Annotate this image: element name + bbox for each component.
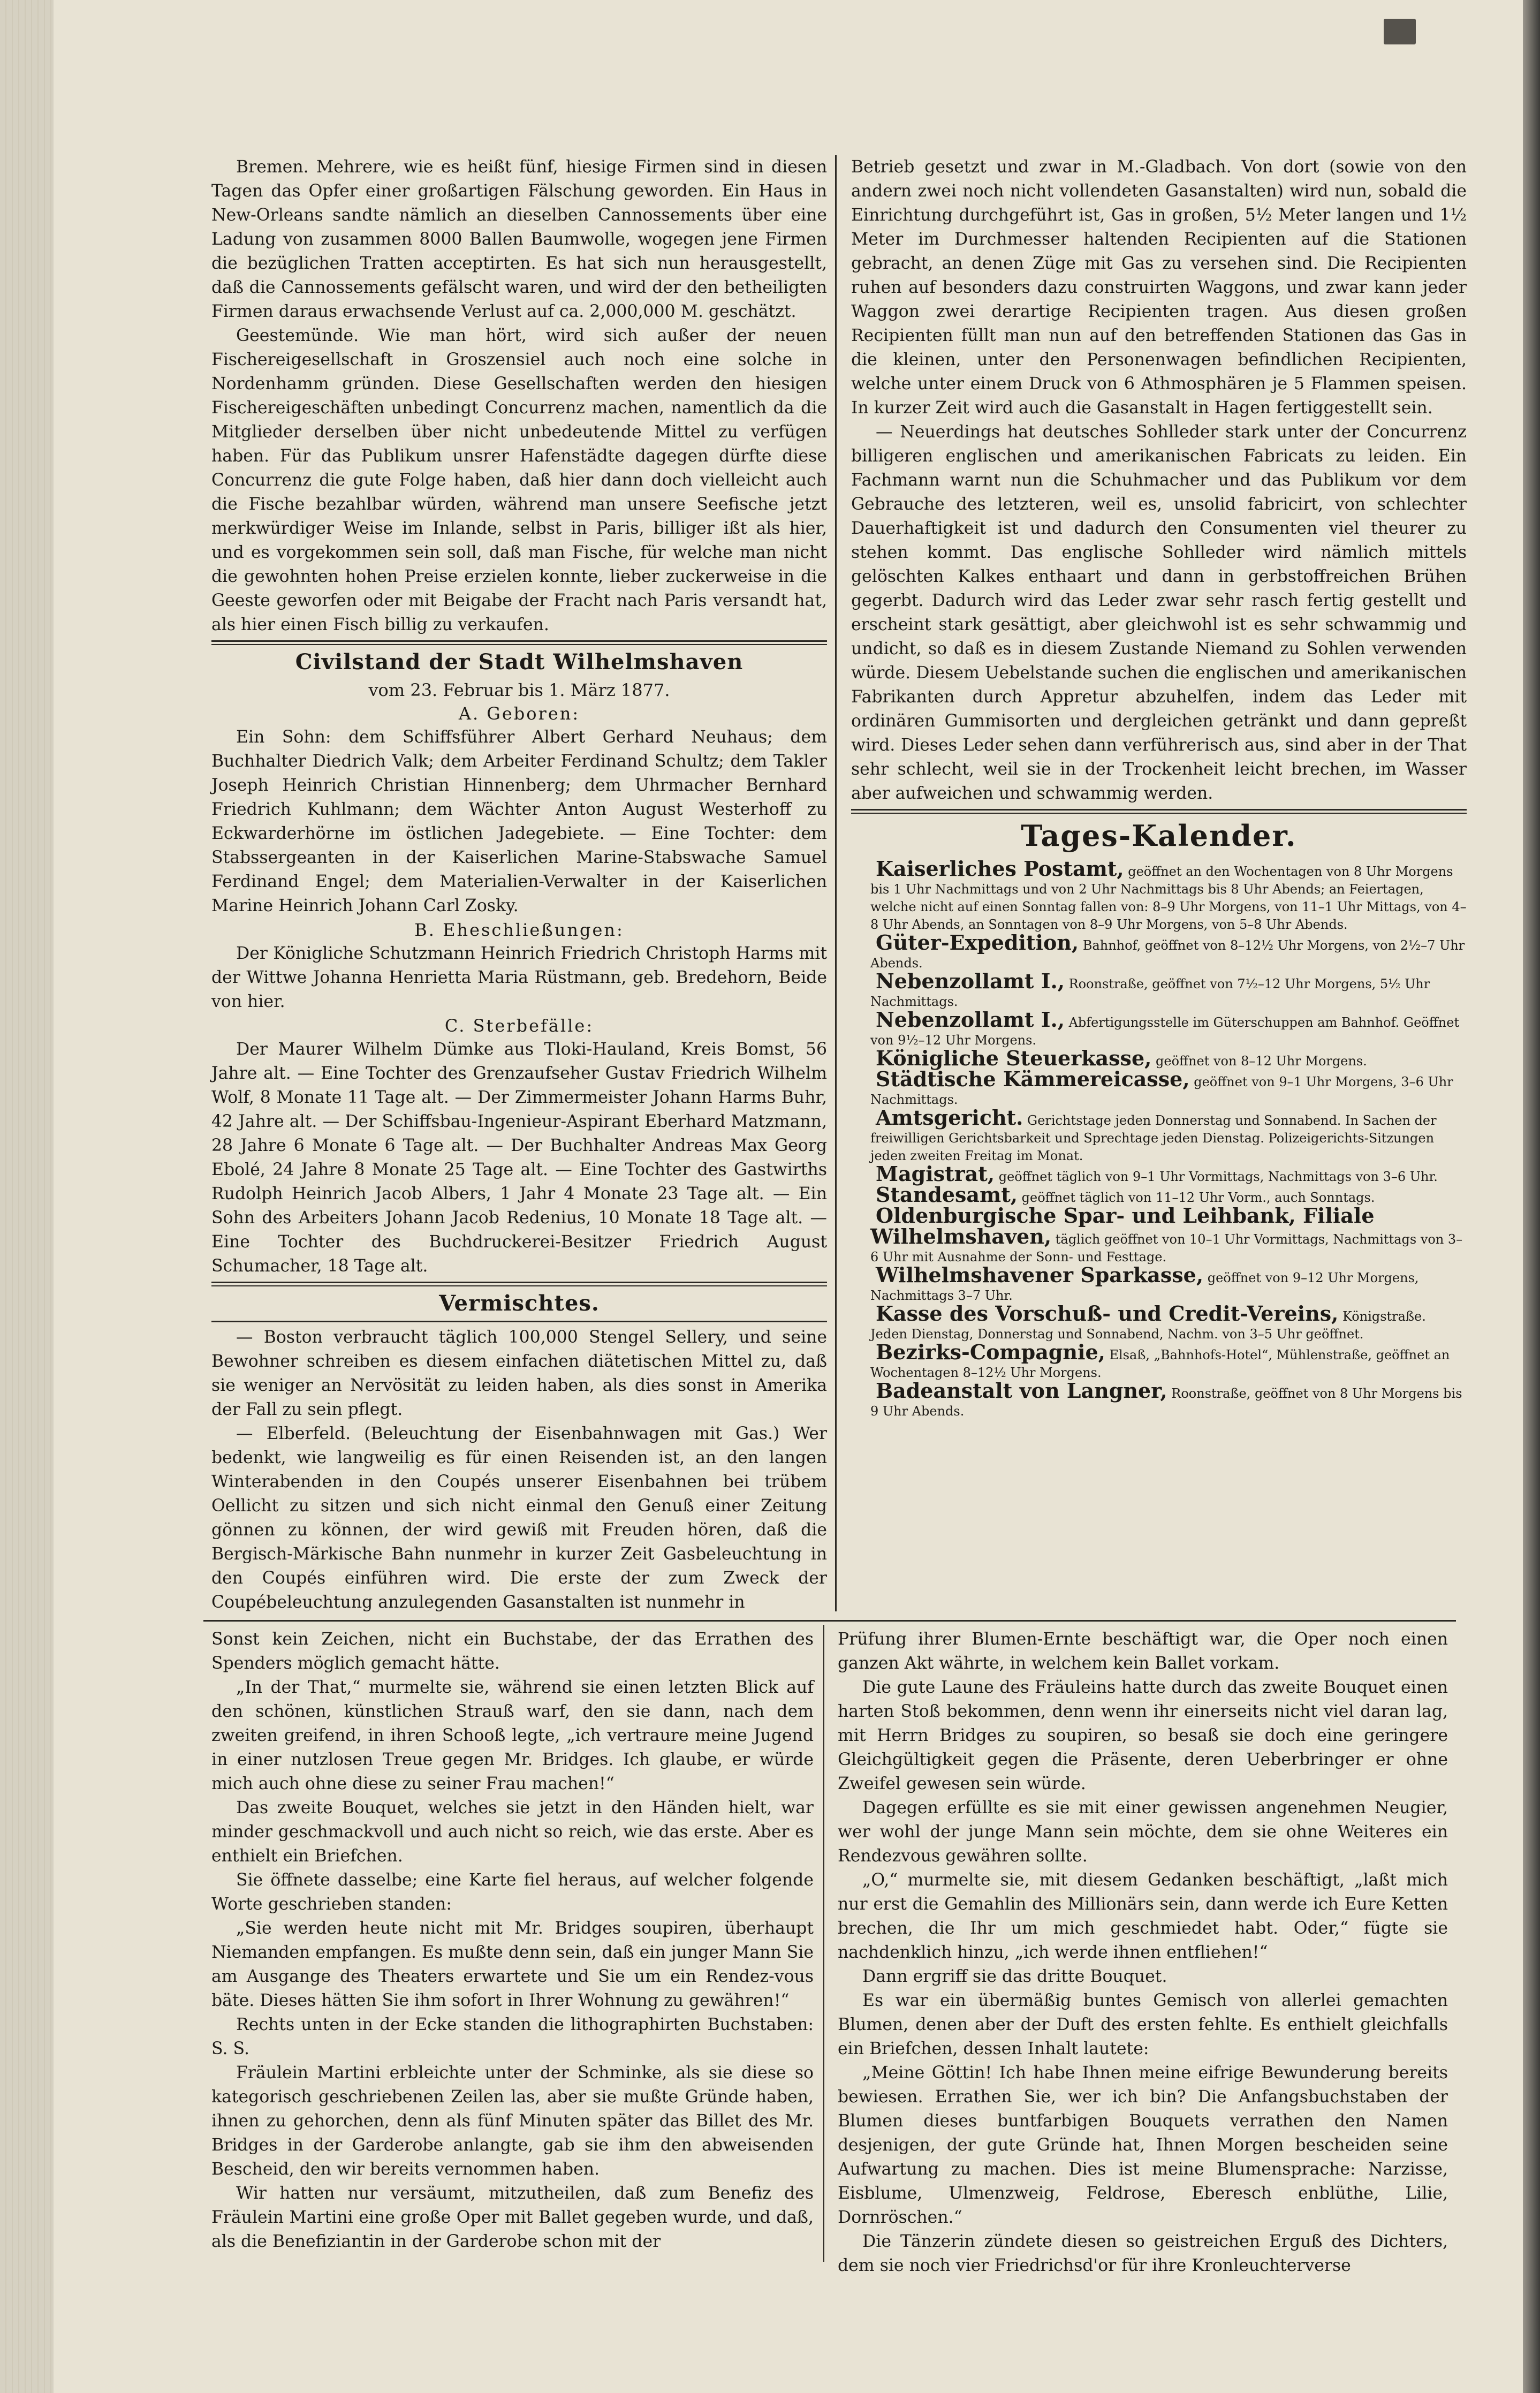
scan-border	[1523, 0, 1540, 2393]
binding-tab	[1384, 19, 1416, 44]
calendar-entry-name: Bezirks-Compagnie,	[876, 1340, 1105, 1364]
born-text: Ein Sohn: dem Schiffsführer Albert Gerhard Neuhaus; dem Buchhalter Diedrich Valk; dem Arbeiter Ferdinand Schultz; dem Takler Joseph Heinrich Christian Hinnenberg; dem Uhrmacher Bernhard Friedrich Kuhlmann; dem Wächter Anton August Westerhoff zu Eckwarderhörne im östlichen Jadegebiete. — Eine Tochter: dem Stabssergeanten in der Kaiserlichen Marine-Stabswache Samuel Ferdinand Engel; dem Materialien-Verwalter in der Kaiserlichen Marine Heinrich Johann Carl Zosky.	[211, 728, 827, 915]
feuilleton-paragraph: Die gute Laune des Fräuleins hatte durch das zweite Bouquet einen harten Stoß bekommen, denn wenn ihr einerseits nicht viel daran lag, mit Herrn Bridges zu soupiren, so besaß sie doch eine geringere Gleichgültigkeit gegen die Präsente, deren Ueberbringer er ohne Zweifel gewesen sein würde.	[838, 1678, 1448, 1793]
calendar-entry	[851, 969, 1467, 1011]
calendar-entry-name: Kaiserliches Postamt,	[876, 857, 1124, 881]
misc-elberfeld: — Elberfeld. (Beleuchtung der Eisenbahnwagen mit Gas.) Wer bedenkt, wie langweilig es für einen Reisenden ist, an den langen Winterabenden in den Coupés unserer Eisenbahnen bei trübem Oellicht zu sitzen und sich nicht einmal den Genuß einer Zeitung gönnen zu können, der wird gewiß mit Freuden hören, daß die Bergisch-Märkische Bahn nunmehr in kurzer Zeit Gasbeleuchtung in den Coupés einführen wird. Die erste der zum Zweck der Coupébeleuchtung anzulegenden Gasanstalten ist nunmehr in	[211, 1424, 827, 1612]
page-stack-edge	[0, 0, 54, 2393]
calendar-entry-text: Bahnhof, geöffnet von 8–12½ Uhr Morgens, von 2½–7 Uhr Abends.	[870, 938, 1465, 971]
calendar-entry-text: Roonstraße, geöffnet von 8 Uhr Morgens bis 9 Uhr Abends.	[870, 1386, 1462, 1419]
calendar-title: Tages-Kalender.	[1021, 819, 1297, 853]
calendar-entry-text: geöffnet an den Wochentagen von 8 Uhr Morgens bis 1 Uhr Nachmittags und von 2 Uhr Nachmittags bis 8 Uhr Abends; an Feiertagen, welche nicht auf einen Sonntag fallen von: 8–9 Uhr Morgens, von 11–1 Uhr Mittags, von 4–8 Uhr Abends, an Sonntagen von 8–9 Uhr Morgens, von 5–8 Uhr Abends.	[870, 864, 1467, 932]
feuilleton-paragraph: Wir hatten nur versäumt, mitzutheilen, daß zum Benefiz des Fräulein Martini eine große Oper mit Ballet gegeben wurde, und daß, als die Benefiziantin in der Garderobe schon mit der	[211, 2184, 814, 2251]
calendar-entry-name: Standesamt,	[876, 1183, 1018, 1207]
calendar-entry	[851, 1340, 1467, 1382]
column-right	[851, 155, 1467, 1619]
feuilleton-paragraph: Dagegen erfüllte es sie mit einer gewissen angenehmen Neugier, wer wohl der junge Mann sein möchte, dem sie ohne Weiteres ein Rendezvous gewähren sollte.	[838, 1798, 1448, 1866]
feuilleton-divider	[203, 1620, 1456, 1622]
feuilleton-paragraph: „Sie werden heute nicht mit Mr. Bridges soupiren, überhaupt Niemanden empfangen. Es mußte denn sein, daß ein junger Mann Sie am Ausgange des Theaters erwartete und Sie um ein Rendez-vous bäte. Dieses hätten Sie ihm sofort in Ihrer Wohnung zu gewähren!“	[211, 1919, 814, 2010]
misc-boston: — Boston verbraucht täglich 100,000 Stengel Sellery, und seine Bewohner schreiben es diesem einfachen diätetischen Mittel zu, daß sie weniger an Nervösität zu leiden haben, als dies sonst in Amerika der Fall zu sein pflegt.	[211, 1328, 827, 1419]
calendar-entry	[851, 1105, 1467, 1165]
section-divider	[211, 1321, 827, 1322]
calendar-entry-name: Amtsgericht.	[876, 1105, 1023, 1130]
feuilleton-paragraph: Prüfung ihrer Blumen-Ernte beschäftigt war, die Oper noch einen ganzen Akt währte, in welchem kein Ballet vorkam.	[838, 1630, 1448, 1673]
married-heading: B. Eheschließungen:	[414, 920, 624, 940]
deaths-heading: C. Sterbefälle:	[444, 1016, 594, 1036]
married-text: Der Königliche Schutzmann Heinrich Friedrich Christoph Harms mit der Wittwe Johanna Henrietta Maria Rüstmann, geb. Bredehorn, Beide von hier.	[211, 944, 827, 1011]
calendar-entry-name: Königliche Steuerkasse,	[876, 1046, 1152, 1070]
feuilleton-paragraph: Es war ein übermäßig buntes Gemisch von allerlei gemachten Blumen, denen aber der Duft des ersten fehlte. Es enthielt gleichfalls ein Briefchen, dessen Inhalt lautete:	[838, 1991, 1448, 2058]
calendar-entry	[851, 930, 1467, 972]
feuilleton-paragraph: „O,“ murmelte sie, mit diesem Gedanken beschäftigt, „laßt mich nur erst die Gemahlin des Millionärs sein, dann werde ich Eure Ketten brechen, die Ihr um mich geschmiedet habt. Oder,“ fügte sie nachdenklich hinzu, „ich werde ihnen entfliehen!“	[838, 1871, 1448, 1962]
feuilleton-paragraph: Die Tänzerin zündete diesen so geistreichen Erguß des Dichters, dem sie noch vier Friedrichsd'or für ihre Kronleuchterverse	[838, 2232, 1448, 2275]
calendar-entry	[851, 1301, 1467, 1343]
calendar-entry-text: geöffnet täglich von 11–12 Uhr Vorm., auch Sonntags.	[1021, 1190, 1375, 1205]
calendar-entry-name: Badeanstalt von Langner,	[876, 1379, 1167, 1403]
column-divider	[835, 155, 837, 1611]
feuilleton-paragraph: „In der That,“ murmelte sie, während sie einen letzten Blick auf den schönen, künstlichen Strauß warf, den sie dann, nach dem zweiten greifend, in ihren Schooß legte, „ich vertraure meine Jugend in einer nutzlosen Treue gegen Mr. Bridges. Ich glaube, er würde mich auch ohne diese zu seiner Frau machen!“	[211, 1678, 814, 1793]
calendar-entry-text: geöffnet von 9–1 Uhr Morgens, 3–6 Uhr Nachmittags.	[870, 1074, 1453, 1107]
calendar-entry-name: Kasse des Vorschuß- und Credit-Vereins,	[876, 1301, 1339, 1326]
section-divider	[851, 809, 1467, 814]
feuilleton-paragraph: „Meine Göttin! Ich habe Ihnen meine eifrige Bewunderung bereits bewiesen. Errathen Sie, wer ich bin? Die Anfangsbuchstaben der Blumen dieses buntfarbigen Bouquets verrathen den Namen desjenigen, der gute Gründe hat, Ihnen Morgen bescheiden seine Aufwartung zu machen. Dies ist meine Blumensprache: Narzisse, Eisblume, Ulmenzweig, Feldrose, Eberesch enblüthe, Lilie, Dornröschen.“	[838, 2063, 1448, 2227]
calendar-entry	[851, 1203, 1467, 1266]
calendar-list	[851, 857, 1467, 1420]
civil-title: Civilstand der Stadt Wilhelmshaven	[295, 649, 744, 675]
calendar-entry-text: Elsaß, „Bahnhofs-Hotel“, Mühlenstraße, geöffnet an Wochentagen 8–12½ Uhr Morgens.	[870, 1347, 1450, 1380]
feuilleton-paragraph: Dann ergriff sie das dritte Bouquet.	[862, 1967, 1167, 1986]
feuilleton-paragraph: Sie öffnete dasselbe; eine Karte fiel heraus, auf welcher folgende Worte geschrieben standen:	[211, 1871, 814, 1914]
calendar-entry-name: Oldenburgische Spar- und Leihbank, Filiale Wilhelmshaven,	[870, 1203, 1375, 1248]
calendar-entry-text: geöffnet von 9–12 Uhr Morgens, Nachmittags 3–7 Uhr.	[870, 1270, 1419, 1303]
calendar-entry-text: Königstraße. Jeden Dienstag, Donnerstag und Sonnabend, Nachm. von 3–5 Uhr geöffnet.	[870, 1309, 1426, 1342]
calendar-entry-name: Magistrat,	[876, 1162, 995, 1186]
feuilleton-left	[211, 1627, 814, 2259]
feuilleton-paragraph: Fräulein Martini erbleichte unter der Schminke, als sie diese so kategorisch geschriebenen Zeilen las, aber sie mußte Gründe haben, ihnen zu gehorchen, denn als fünf Minuten später das Billet des Mr. Bridges in der Garderobe anlangte, gab sie ihm den abweisenden Bescheid, den wir bereits vernommen haben.	[211, 2063, 814, 2179]
deaths-text: Der Maurer Wilhelm Dümke aus Tloki-Hauland, Kreis Bomst, 56 Jahre alt. — Eine Tochter des Grenzaufseher Gustav Friedrich Wilhelm Wolf, 8 Monate 11 Tage alt. — Der Zimmermeister Johann Harms Buhr, 42 Jahre alt. — Der Schiffsbau-Ingenieur-Aspirant Eberhard Matzmann, 28 Jahre 6 Monate 6 Tage alt. — Der Buchhalter Andreas Max Georg Ebolé, 24 Jahre 8 Monate 25 Tage alt. — Eine Tochter des Gastwirths Rudolph Heinrich Jacob Albers, 1 Jahr 4 Monate 23 Tage alt. — Ein Sohn des Arbeiters Johann Jacob Redenius, 10 Monate 18 Tage alt. — Eine Tochter des Buchdruckerei-Besitzer Friedrich August Schumacher, 18 Tage alt.	[211, 1040, 827, 1276]
misc-title: Vermischtes.	[439, 1291, 600, 1316]
calendar-entry-name: Städtische Kämmereicasse,	[876, 1067, 1190, 1091]
calendar-entry-text: Abfertigungsstelle im Güterschuppen am Bahnhof. Geöffnet von 9½–12 Uhr Morgens.	[870, 1015, 1460, 1048]
feuilleton-paragraph: Das zweite Bouquet, welches sie jetzt in den Händen hielt, war minder geschmackvoll und auch nicht so reich, wie das erste. Aber es enthielt ein Briefchen.	[211, 1798, 814, 1866]
calendar-entry	[851, 1263, 1467, 1305]
born-heading: A. Geboren:	[458, 703, 580, 724]
column-left	[211, 155, 827, 1619]
feuilleton-paragraph: Sonst kein Zeichen, nicht ein Buchstabe, der das Errathen des Spenders möglich gemacht hätte.	[211, 1630, 814, 1673]
news-gas-continued: Betrieb gesetzt und zwar in M.-Gladbach. Von dort (sowie von den andern zwei noch nicht vollendeten Gasanstalten) wird nun, sobald die Einrichtung durchgeführt ist, Gas in großen, 5½ Meter langen und 1½ Meter im Durchmesser haltenden Recipienten auf die Stationen gebracht, an denen Züge mit Gas zu versehen sind. Die Recipienten ruhen auf besonders dazu construirten Waggons, und zwar kann jeder Waggon zwei derartige Recipienten tragen. Aus diesen großen Recipienten füllt man nun auf den betreffenden Stationen das Gas in die kleinen, unter den Personenwagen befindlichen Recipienten, welche unter einem Druck von 6 Athmosphären je 5 Flammen speisen. In kurzer Zeit wird auch die Gasanstalt in Hagen fertiggestellt sein.	[851, 157, 1467, 418]
calendar-entry-text: geöffnet täglich von 9–1 Uhr Vormittags, Nachmittags von 3–6 Uhr.	[998, 1169, 1438, 1184]
calendar-entry	[851, 1379, 1467, 1420]
calendar-entry-text: geöffnet von 8–12 Uhr Morgens.	[1156, 1054, 1367, 1069]
feuilleton-paragraph: Rechts unten in der Ecke standen die lithographirten Buchstaben: S. S.	[211, 2015, 814, 2058]
calendar-entry	[851, 857, 1467, 934]
news-bremen: Bremen. Mehrere, wie es heißt fünf, hiesige Firmen sind in diesen Tagen das Opfer einer großartigen Fälschung geworden. Ein Haus in New-Orleans sandte nämlich an dieselben Cannossements über eine Ladung von zusammen 8000 Ballen Baumwolle, wogegen jene Firmen die bezüglichen Tratten acceptirten. Es hat sich nun herausgestellt, daß die Cannossements gefälscht waren, und wird der den betheiligten Firmen daraus erwachsende Verlust auf ca. 2,000,000 M. geschätzt.	[211, 157, 827, 321]
feuilleton-column-divider	[823, 1625, 824, 2262]
calendar-entry	[851, 1067, 1467, 1109]
feuilleton-right	[838, 1627, 1448, 2275]
calendar-entry-name: Nebenzollamt I.,	[876, 1008, 1065, 1032]
calendar-entry-name: Güter-Expedition,	[876, 930, 1079, 955]
calendar-entry-text: täglich geöffnet von 10–1 Uhr Vormittags, Nachmittags von 3–6 Uhr mit Ausnahme der Sonn- und Festtage.	[870, 1232, 1463, 1264]
civil-period: vom 23. Februar bis 1. März 1877.	[368, 680, 670, 700]
news-geestemuende: Geestemünde. Wie man hört, wird sich außer der neuen Fischereigesellschaft in Groszensiel auch noch eine solche in Nordenhamm gründen. Diese Gesellschaften werden den hiesigen Fischereigeschäften unbedingt Concurrenz machen, namentlich da die Mitglieder derselben über nicht unbedeutende Mittel zu verfügen haben. Für das Publikum unsrer Hafenstädte dagegen dürfte diese Concurrenz die gute Folge haben, daß hier dann doch vielleicht auch die Fische bezahlbar würden, während man unsere Seefische jetzt merkwürdiger Weise im Inlande, selbst in Paris, billiger ißt als hier, und es vorgekommen sein soll, daß man Fische, für welche man nicht die gewohnten hohen Preise erzielen konnte, lieber zuckerweise in die Geeste geworfen oder mit Beigabe der Fracht nach Paris versandt hat, als hier einen Fisch billig zu verkaufen.	[211, 326, 827, 634]
section-divider	[211, 1282, 827, 1286]
calendar-entry-text: Gerichtstage jeden Donnerstag und Sonnabend. In Sachen der freiwilligen Gerichtsbarkeit und Sprechtage jeden Dienstag. Polizeigerichts-Sitzungen jeden zweiten Freitag im Monat.	[870, 1113, 1437, 1163]
calendar-entry	[851, 1008, 1467, 1049]
section-divider	[211, 640, 827, 645]
calendar-entry-name: Nebenzollamt I.,	[876, 969, 1065, 993]
calendar-entry-text: Roonstraße, geöffnet von 7½–12 Uhr Morgens, 5½ Uhr Nachmittags.	[870, 976, 1430, 1009]
news-sohlleder: — Neuerdings hat deutsches Sohlleder stark unter der Concurrenz billigeren englischen und amerikanischen Fabricats zu leiden. Ein Fachmann warnt nun die Schuhmacher und das Publikum vor dem Gebrauche des letzteren, weil es, unsolid fabricirt, von schlechter Dauerhaftigkeit ist und dadurch den Consumenten viel theurer zu stehen kommt. Das englische Sohlleder wird nämlich mittels gelöschten Kalkes enthaart und dann in gerbstoffreichen Brühen gegerbt. Dadurch wird das Leder zwar sehr rasch fertig gestellt und erscheint stark gesättigt, aber gleichwohl ist es sehr schwammig und undicht, so daß es in diesem Zustande Niemand zu Sohlen verwenden würde. Diesem Uebelstande suchen die englischen und amerikanischen Fabrikanten durch Appretur abzuhelfen, indem das Leder mit ordinären Gummisorten und dergleichen getränkt und dann gepreßt wird. Dieses Leder sehen dann verführerisch aus, sind aber in der That sehr schlecht, weil sie in der Trockenheit leicht brechen, im Wasser aber aufweichen und schwammig werden.	[851, 422, 1467, 803]
calendar-entry-name: Wilhelmshavener Sparkasse,	[876, 1263, 1204, 1287]
